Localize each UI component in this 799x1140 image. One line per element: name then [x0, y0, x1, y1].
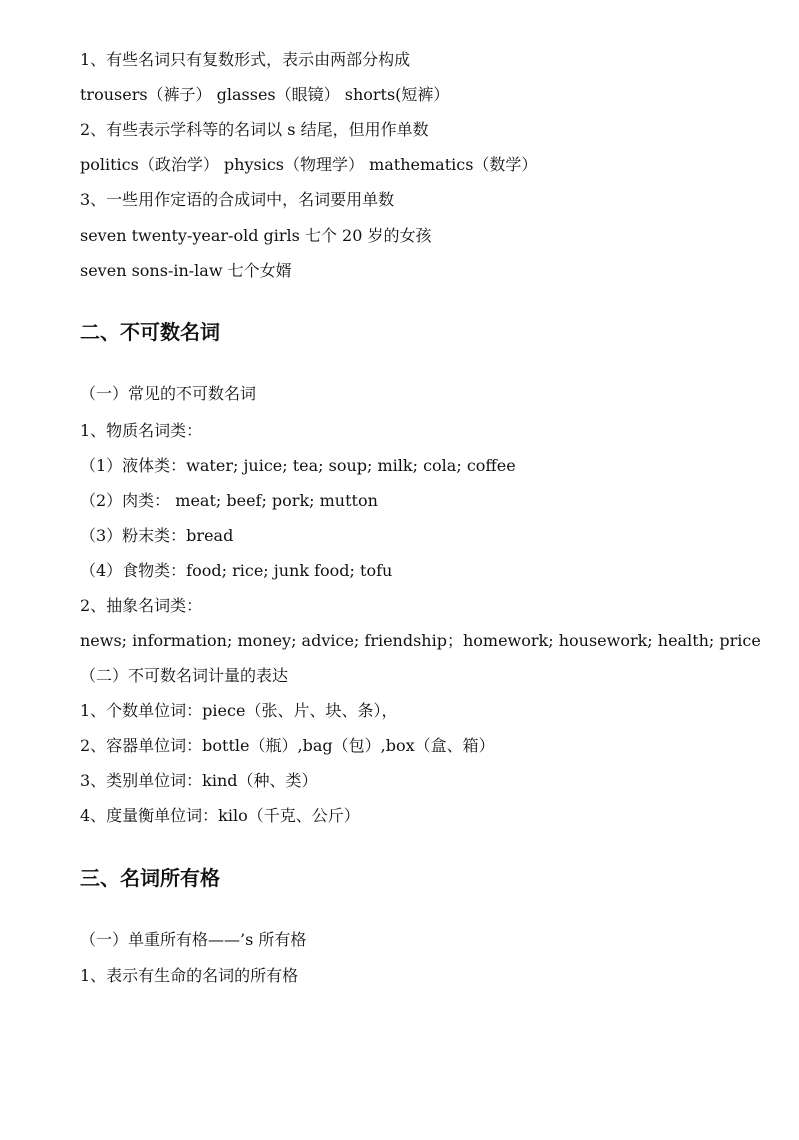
- section-heading-possessive: 三、名词所有格: [80, 866, 220, 890]
- subsection-common-uncountable: （一）常见的不可数名词: [80, 384, 257, 403]
- item-foods: （4）食物类：food; rice; junk food; tofu: [80, 561, 393, 580]
- line-compound-example-1: seven twenty-year-old girls 七个 20 岁的女孩: [80, 226, 432, 245]
- abstract-nouns-list: news; information; money; advice; friendship；homework; housework; health; price: [80, 631, 761, 650]
- line-subject-nouns-intro: 2、有些表示学科等的名词以 s 结尾，但用作单数: [80, 120, 429, 139]
- subsection-single-possessive: （一）单重所有格——’s 所有格: [80, 930, 307, 949]
- category-material-nouns: 1、物质名词类：: [80, 421, 203, 440]
- subsection-measure-expressions: （二）不可数名词计量的表达: [80, 666, 289, 685]
- line-animate-possessive: 1、表示有生命的名词的所有格: [80, 966, 299, 985]
- unit-measure-words: 4、度量衡单位词：kilo（千克、公斤）: [80, 806, 360, 825]
- item-meats: （2）肉类： meat; beef; pork; mutton: [80, 491, 378, 510]
- section-heading-uncountable: 二、不可数名词: [80, 320, 220, 344]
- line-subject-nouns-examples: politics（政治学） physics（物理学） mathematics（数学）: [80, 155, 538, 174]
- unit-category-words: 3、类别单位词：kind（种、类）: [80, 771, 318, 790]
- category-abstract-nouns: 2、抽象名词类：: [80, 596, 203, 615]
- line-plural-only-examples: trousers（裤子） glasses（眼镜） shorts(短裤）: [80, 85, 450, 104]
- item-liquids: （1）液体类：water; juice; tea; soup; milk; cola; coffee: [80, 456, 516, 475]
- unit-container-words: 2、容器单位词：bottle（瓶）,bag（包）,box（盒、箱）: [80, 736, 495, 755]
- line-compound-attributive-intro: 3、一些用作定语的合成词中，名词要用单数: [80, 190, 395, 209]
- unit-count-words: 1、个数单位词：piece（张、片、块、条），: [80, 701, 398, 720]
- line-compound-example-2: seven sons-in-law 七个女婿: [80, 261, 292, 280]
- line-plural-only-intro: 1、有些名词只有复数形式，表示由两部分构成: [80, 50, 411, 69]
- item-powders: （3）粉末类：bread: [80, 526, 234, 545]
